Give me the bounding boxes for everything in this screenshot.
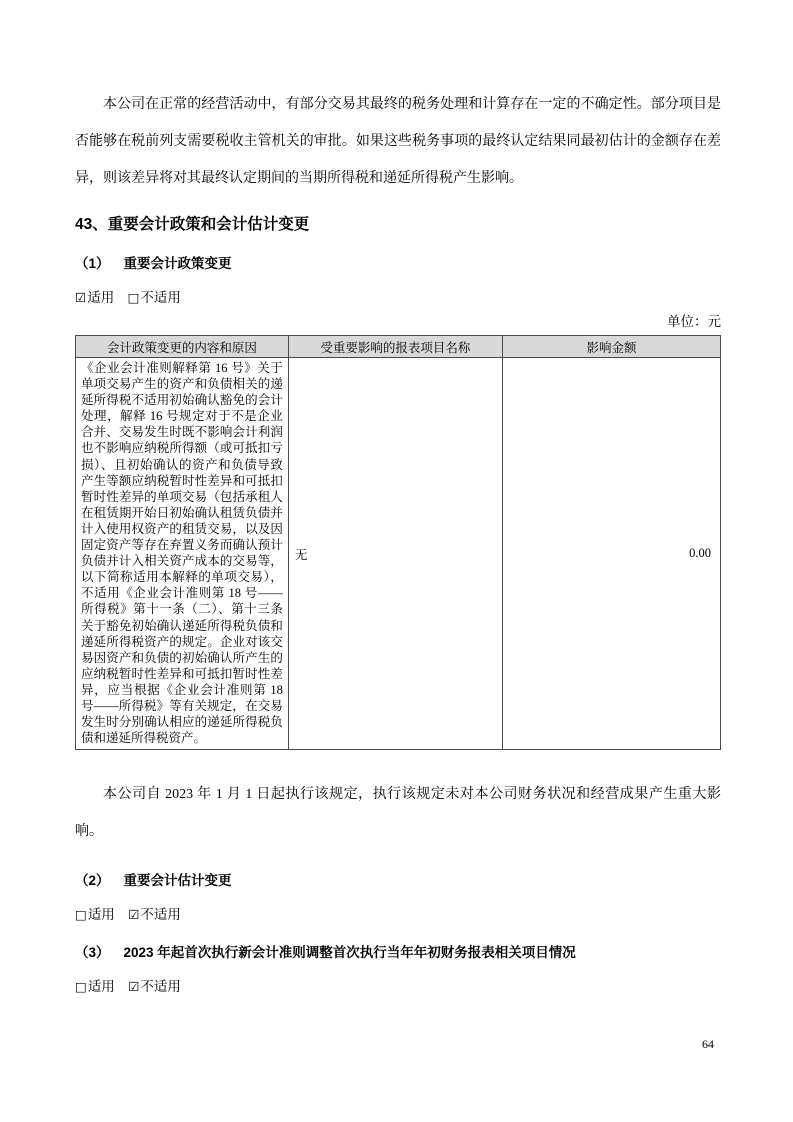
cell-affected-items: 无 bbox=[288, 358, 502, 750]
not-applicable-option bbox=[128, 907, 181, 922]
intro-paragraph: 本公司在正常的经营活动中，有部分交易其最终的税务处理和计算存在一定的不确定性。部分项目是否能够在税前列支需要税收主管机关的审批。如果这些税务事项的最终认定结果同最初估计的金额存在差异，则该差异将对其最终认定期间的当期所得税和递延所得税产生影响。 bbox=[75, 97, 721, 186]
subsection-2-number: （2） bbox=[75, 873, 110, 889]
not-applicable-option bbox=[128, 979, 181, 994]
policy-change-table bbox=[75, 335, 721, 750]
section-43-heading: 43、重要会计政策和会计估计变更 bbox=[75, 216, 310, 233]
subsection-1-heading bbox=[75, 255, 721, 273]
execution-note-paragraph: 本公司自 2023 年 1 月 1 日起执行该规定，执行该规定未对本公司财务状况和经营成果产生重大影响。 bbox=[75, 787, 721, 840]
table-row bbox=[76, 358, 721, 750]
checkbox-unchecked-icon: □ bbox=[75, 907, 87, 923]
applicable-option bbox=[75, 979, 115, 994]
header-amount: 影响金额 bbox=[502, 336, 720, 358]
applicable-label: 适用 bbox=[87, 907, 115, 923]
unit-label: 单位：元 bbox=[667, 314, 721, 329]
applicable-label: 适用 bbox=[87, 979, 115, 995]
subsection-2-title: 重要会计估计变更 bbox=[123, 873, 232, 889]
cell-amount: 0.00 bbox=[502, 358, 720, 750]
page-content bbox=[75, 0, 721, 996]
applicability-line-2 bbox=[75, 906, 721, 924]
not-applicable-label: 不适用 bbox=[140, 979, 181, 995]
subsection-3-number: （3） bbox=[75, 945, 110, 961]
table-header-row bbox=[76, 336, 721, 358]
subsection-3-title: 2023 年起首次执行新会计准则调整首次执行当年年初财务报表相关项目情况 bbox=[123, 945, 576, 961]
not-applicable-option bbox=[128, 290, 181, 305]
checkbox-unchecked-icon: □ bbox=[127, 290, 140, 305]
applicability-line-3 bbox=[75, 978, 721, 996]
header-affected-items: 受重要影响的报表项目名称 bbox=[288, 336, 502, 358]
checkbox-checked-icon: ☑ bbox=[128, 907, 140, 923]
checkbox-unchecked-icon: □ bbox=[75, 979, 87, 995]
subsection-1-title: 重要会计政策变更 bbox=[123, 256, 232, 271]
subsection-3-heading bbox=[75, 944, 721, 962]
page-number: 64 bbox=[702, 1037, 714, 1051]
applicable-option bbox=[75, 907, 115, 922]
subsection-1-number: （1） bbox=[75, 256, 110, 271]
cell-content-and-reason: 《企业会计准则解释第 16 号》关于单项交易产生的资产和负债相关的递延所得税不适用初始确认豁免的会计处理，解释 16 号规定对于不是企业合并、交易发生时既不影响会计利润也不影响应纳税所得额（或可抵扣亏损）、且初始确认的资产和负债导致产生等额应纳税暂时性差异和可抵扣暂时性差异的单项交易（包括承租人在租赁期开始日初始确认租赁负债并计入使用权资产的租赁交易，以及因固定资产等存在弃置义务而确认预计负债并计入相关资产成本的交易等，以下简称适用本解释的单项交易），不适用《企业会计准则第 18 号——所得税》第十一条（二）、第十三条关于豁免初始确认递延所得税负债和递延所得税资产的规定。企业对该交易因资产和负债的初始确认所产生的应纳税暂时性差异和可抵扣暂时性差异，应当根据《企业会计准则第 18 号——所得税》等有关规定，在交易发生时分别确认相应的递延所得税负债和递延所得税资产。 bbox=[76, 358, 289, 750]
not-applicable-label: 不适用 bbox=[140, 290, 181, 305]
subsection-2-heading bbox=[75, 872, 721, 890]
applicability-line-1 bbox=[75, 289, 721, 307]
checkbox-checked-icon: ☑ bbox=[128, 979, 140, 995]
not-applicable-label: 不适用 bbox=[140, 907, 181, 923]
header-content-and-reason: 会计政策变更的内容和原因 bbox=[76, 336, 289, 358]
checkbox-checked-icon: ☑ bbox=[75, 290, 87, 305]
applicable-label: 适用 bbox=[87, 290, 115, 305]
applicable-option bbox=[75, 290, 114, 305]
